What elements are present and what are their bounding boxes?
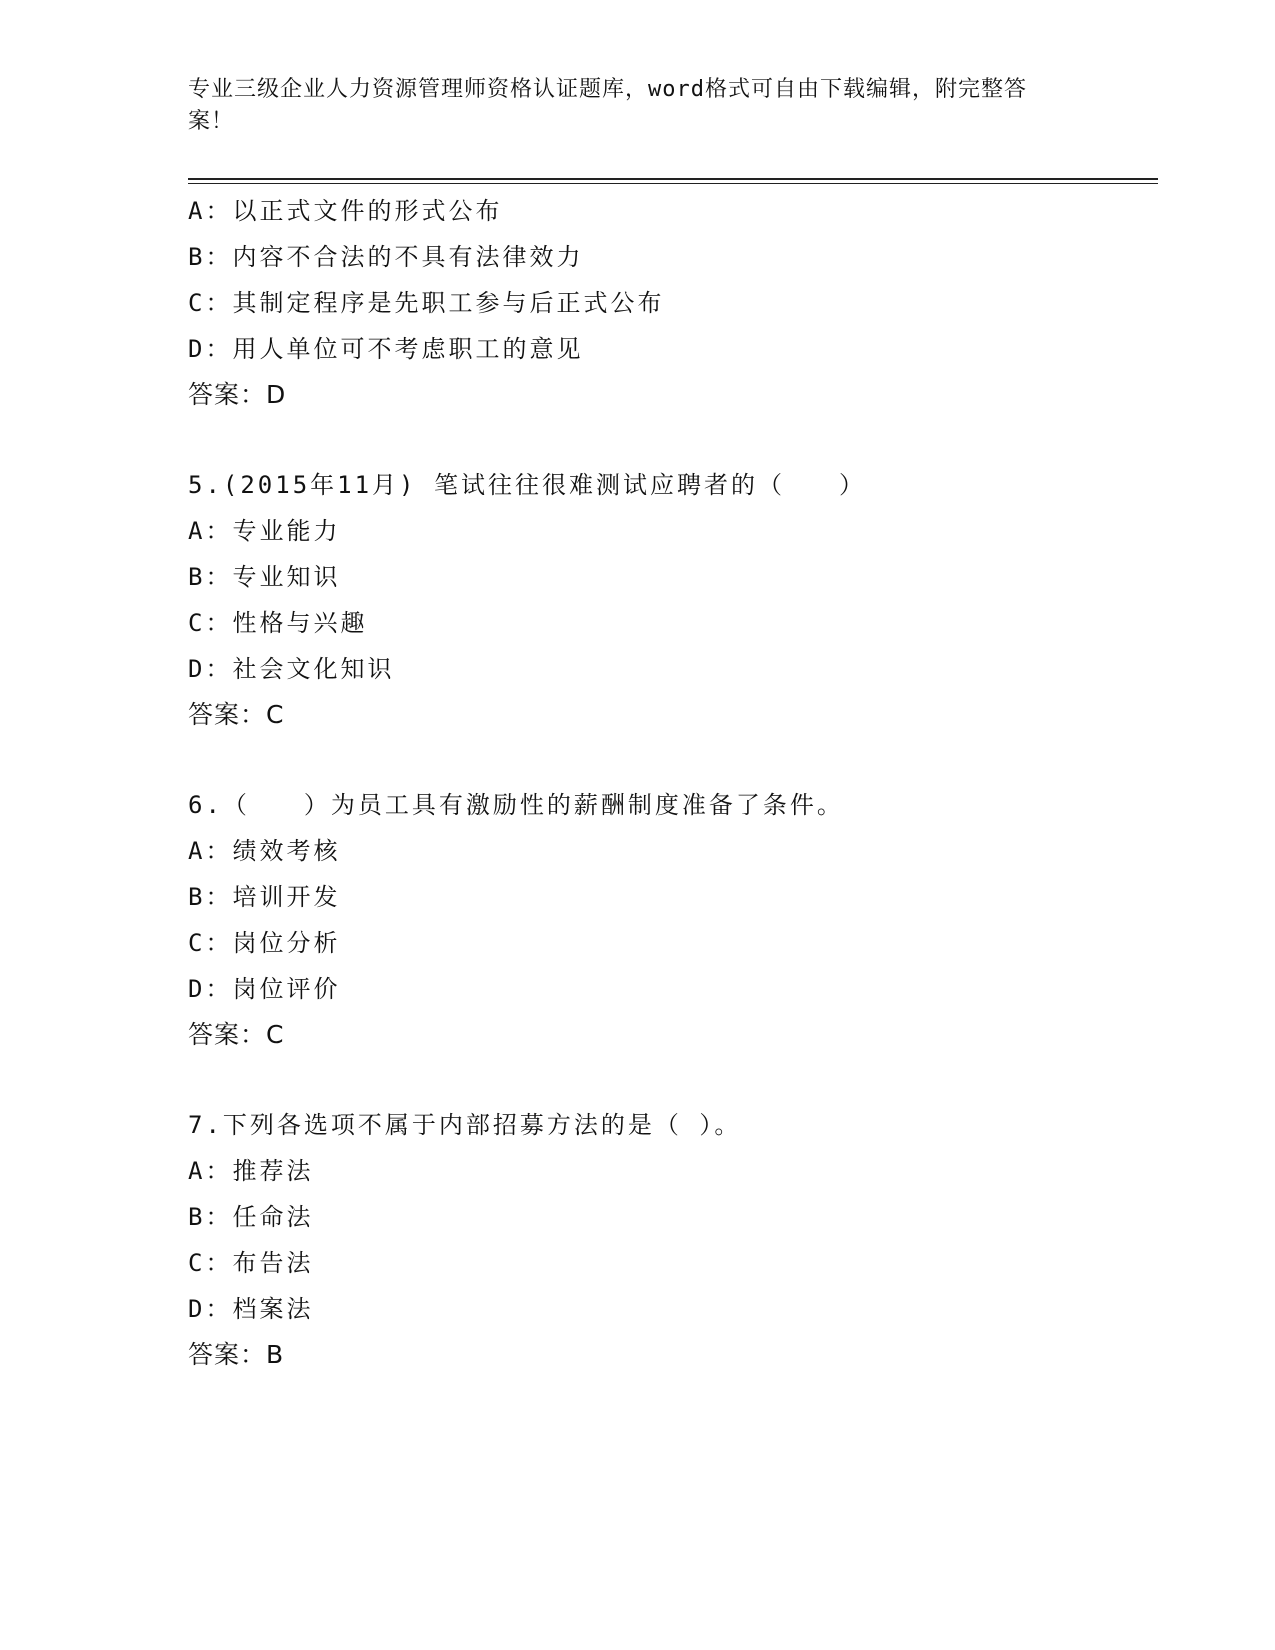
header-divider-thick	[188, 178, 1158, 180]
spacer	[188, 418, 1158, 462]
option-a: A：推荐法	[188, 1157, 314, 1185]
option-b: B：任命法	[188, 1203, 314, 1231]
answer-line: 答案：C	[188, 1020, 285, 1049]
option-a: A：绩效考核	[188, 837, 341, 865]
spacer	[188, 1058, 1158, 1102]
option-d: D：档案法	[188, 1295, 314, 1323]
question-block-4	[188, 188, 1158, 418]
option-c: C：其制定程序是先职工参与后正式公布	[188, 289, 665, 317]
question-block-6	[188, 782, 1158, 1058]
option-b: B：专业知识	[188, 563, 341, 591]
answer-line: 答案：C	[188, 700, 285, 729]
answer-line: 答案：D	[188, 380, 287, 409]
option-d: D：用人单位可不考虑职工的意见	[188, 335, 584, 363]
question-text: 7.下列各选项不属于内部招募方法的是（ ）。	[188, 1111, 742, 1139]
option-b: B：内容不合法的不具有法律效力	[188, 243, 584, 271]
option-b: B：培训开发	[188, 883, 341, 911]
option-d: D：岗位评价	[188, 975, 341, 1003]
question-text: 6.（ ）为员工具有激励性的薪酬制度准备了条件。	[188, 791, 844, 819]
answer-line: 答案：B	[188, 1340, 285, 1369]
document-header: 专业三级企业人力资源管理师资格认证题库，word格式可自由下载编辑，附完整答案！	[188, 77, 1027, 134]
spacer	[188, 738, 1158, 782]
option-c: C：性格与兴趣	[188, 609, 368, 637]
question-text: 5.(2015年11月) 笔试往往很难测试应聘者的（ ）	[188, 471, 866, 499]
question-block-5	[188, 462, 1158, 738]
option-a: A：以正式文件的形式公布	[188, 197, 503, 225]
option-a: A：专业能力	[188, 517, 341, 545]
option-c: C：岗位分析	[188, 929, 341, 957]
option-d: D：社会文化知识	[188, 655, 395, 683]
option-c: C：布告法	[188, 1249, 314, 1277]
header-divider-thin	[188, 183, 1158, 184]
question-block-7	[188, 1102, 1158, 1378]
question-list	[188, 188, 1158, 1378]
